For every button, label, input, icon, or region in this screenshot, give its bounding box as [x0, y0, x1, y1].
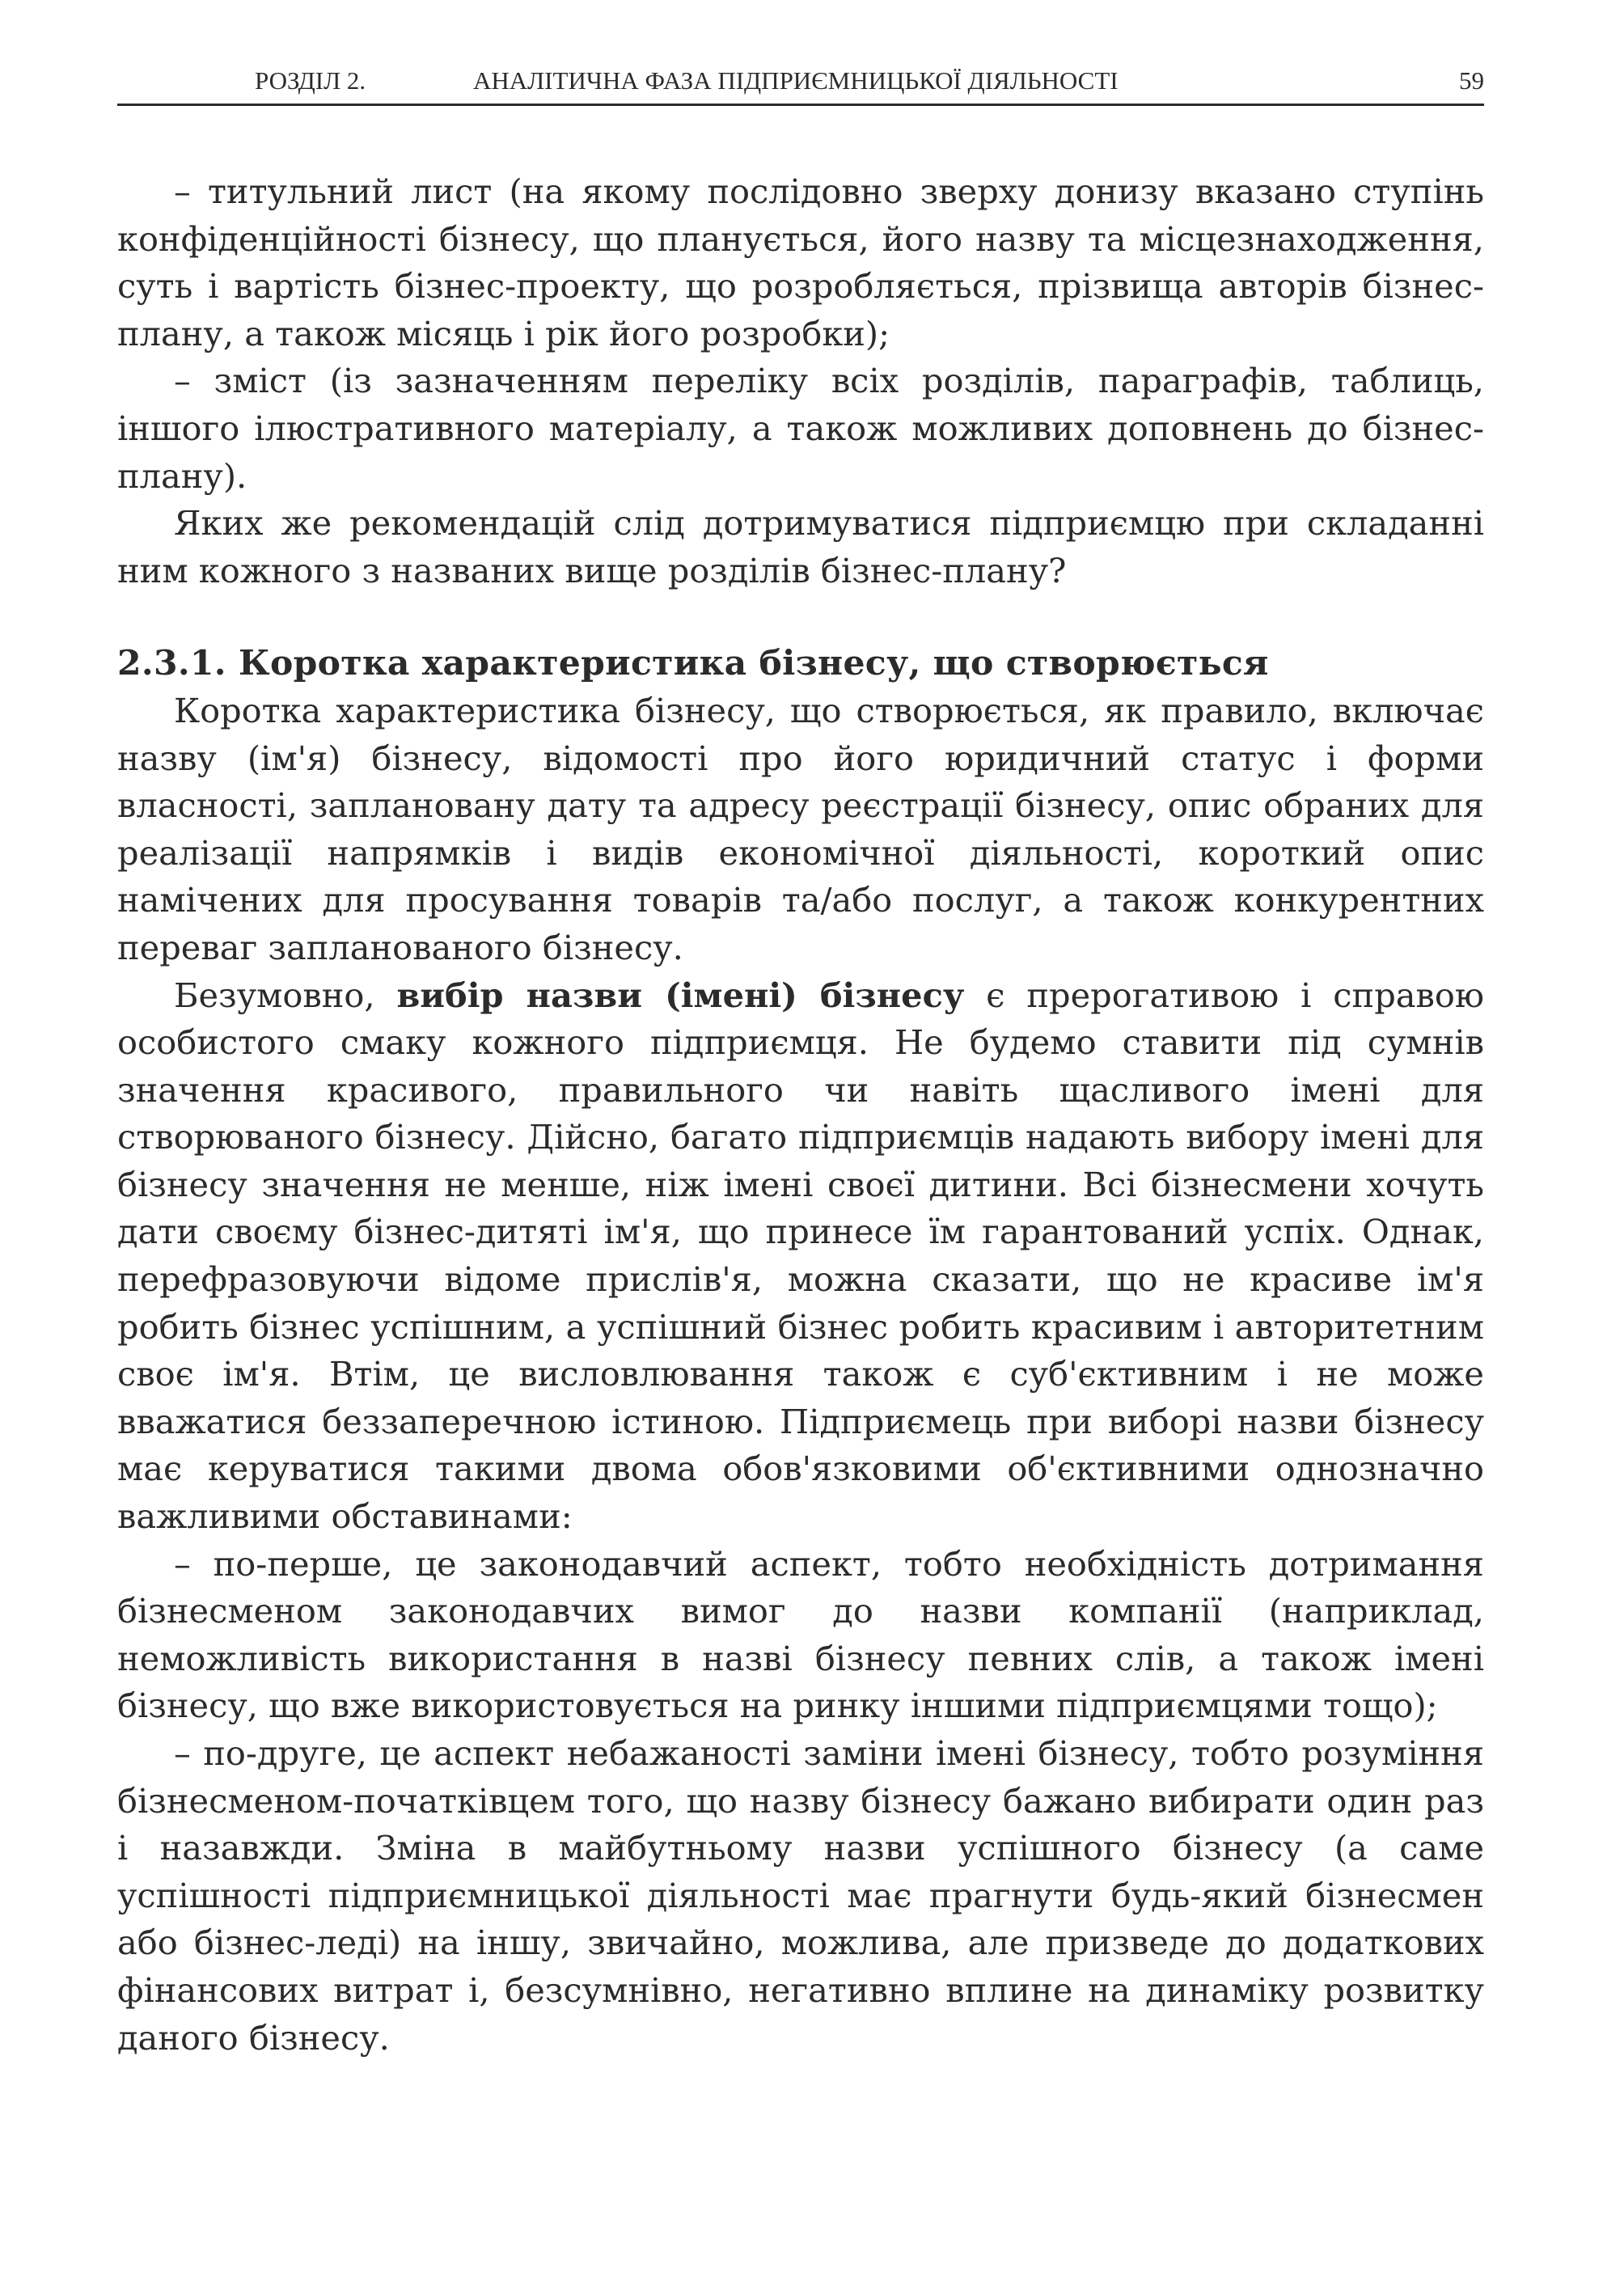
paragraph-name-change-aspect: – по-друге, це аспект небажаності заміни імені бізнесу, тобто розуміння бізнесменом-початківцем того, що назву бізнесу бажано вибирати один раз і назавжди. Зміна в майбутньому назви успішного бізнесу (а саме успішності підприємницької діяльності має прагнути будь-який бізнесмен або бізнес-леді) на іншу, звичайно, можлива, але призведе до додаткових фінансових витрат і, безсумнівно, негативно вплине на динаміку розвитку даного бізнесу. — [117, 1733, 1484, 2058]
paragraph-business-name — [117, 972, 1484, 1541]
paragraph-business-name-rest: є прерогативою і справою особистого смаку кожного підприємця. Не будемо ставити під сумнів значення красивого, правильного чи навіть щасливого імені для створюваного бізнесу. Дійсно, багато підприємців надають вибору імені для бізнесу значення не менше, ніж імені своєї дитини. Всі бізнесмени хочуть дати своєму бізнес-дитяті ім'я, що принесе їм гарантований успіх. Однак, перефразовуючи відоме прислів'я, можна сказати, що не красиве ім'я робить бізнес успішним, а успішний бізнес робить красивим і авторитетним своє ім'я. Втім, це висловлювання також є суб'єктивним і не може вважатися беззаперечною істиною. Підприємець при виборі назви бізнесу має керуватися такими двома обов'язковими об'єктивними однозначно важливими обставинами: — [117, 975, 1484, 1537]
section-heading: 2.3.1. Коротка характеристика бізнесу, що створюється — [117, 643, 1269, 684]
paragraph-contents-item: – зміст (із зазначенням переліку всіх розділів, параграфів, таблиць, іншого ілюстративного матеріалу, а також можливих доповнень до бізнес-плану). — [117, 361, 1484, 496]
body-text — [117, 168, 1484, 2062]
chapter-title: АНАЛІТИЧНА ФАЗА ПІДПРИЄМНИЦЬКОЇ ДІЯЛЬНОСТІ — [473, 66, 1119, 95]
paragraph-question: Яких же рекомендацій слід дотримуватися підприємцю при складанні ним кожного з названих вище розділів бізнес-плану? — [117, 503, 1484, 590]
chapter-label: РОЗДІЛ 2. — [255, 66, 366, 95]
paragraph-title-page-item: – титульний лист (на якому послідовно зверху донизу вказано ступінь конфіденційності бізнесу, що планується, його назву та місцезнаходження, суть і вартість бізнес-проекту, що розробляється, прізвища авторів бізнес-плану, а також місяць і рік його розробки); — [117, 171, 1484, 353]
business-name-choice-emphasis: вибір назви (імені) бізнесу — [396, 975, 965, 1015]
paragraph-business-name-start: Безумовно, — [174, 975, 397, 1015]
paragraph-business-summary: Коротка характеристика бізнесу, що створюється, як правило, включає назву (ім'я) бізнесу, відомості про його юридичний статус і форми власності, заплановану дату та адресу реєстрації бізнесу, опис обраних для реалізації напрямків і видів економічної діяльності, короткий опис намічених для просування товарів та/або послуг, а також конкурентних переваг запланованого бізнесу. — [117, 690, 1484, 967]
running-header — [117, 61, 1484, 106]
page-number: 59 — [1459, 66, 1484, 95]
paragraph-legal-aspect: – по-перше, це законодавчий аспект, тобто необхідність дотримання бізнесменом законодавчих вимог до назви компанії (наприклад, неможливість використання в назві бізнесу певних слів, а також імені бізнесу, що вже використовується на ринку іншими підприємцями тощо); — [117, 1543, 1484, 1726]
